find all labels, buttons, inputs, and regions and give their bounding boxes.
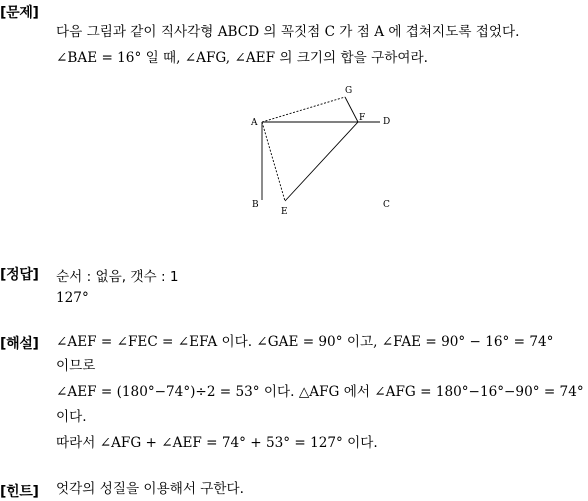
explanation-heading: [해설] [0, 336, 39, 352]
answer-value: 127° [56, 290, 89, 306]
explanation-line-4: 이다. [56, 409, 87, 425]
hint-heading: [힌트] [0, 484, 39, 500]
label-c: C [383, 200, 390, 210]
label-e: E [281, 207, 288, 217]
problem-line-2: ∠BAE = 16° 일 때, ∠AFG, ∠AEF 의 크기의 합을 구하여라. [56, 50, 428, 66]
explanation-line-3: ∠AEF = (180°−74°)÷2 = 53° 이다. △AFG 에서 ∠AFG = 180°−16°−90° = 74° [56, 384, 584, 400]
explanation-line-5: 따라서 ∠AFG + ∠AEF = 74° + 53° = 127° 이다. [56, 435, 378, 451]
folded-rectangle-figure [0, 0, 588, 240]
label-g: G [345, 86, 353, 96]
segment-ag [262, 97, 345, 122]
explanation-line-1: ∠AEF = ∠FEC = ∠EFA 이다. ∠GAE = 90° 이고, ∠FAE = 90° − 16° = 74° [56, 334, 554, 350]
label-b: B [252, 200, 259, 210]
segment-ae [262, 122, 285, 201]
answer-heading: [정답] [0, 267, 39, 283]
label-d: D [383, 117, 391, 127]
explanation-line-2: 이므로 [56, 358, 96, 374]
label-a: A [251, 118, 258, 128]
problem-heading: [문제] [0, 5, 39, 21]
segment-gf [345, 97, 358, 122]
segment-ef [285, 122, 358, 201]
answer-line-1: 순서 : 없음, 갯수 : 1 [56, 269, 179, 285]
hint-line-1: 엇각의 성질을 이용해서 구한다. [56, 481, 244, 497]
problem-line-1: 다음 그림과 같이 직사각형 ABCD 의 꼭짓점 C 가 점 A 에 겹쳐지도록 접었다. [56, 24, 520, 40]
label-f: F [359, 113, 366, 123]
